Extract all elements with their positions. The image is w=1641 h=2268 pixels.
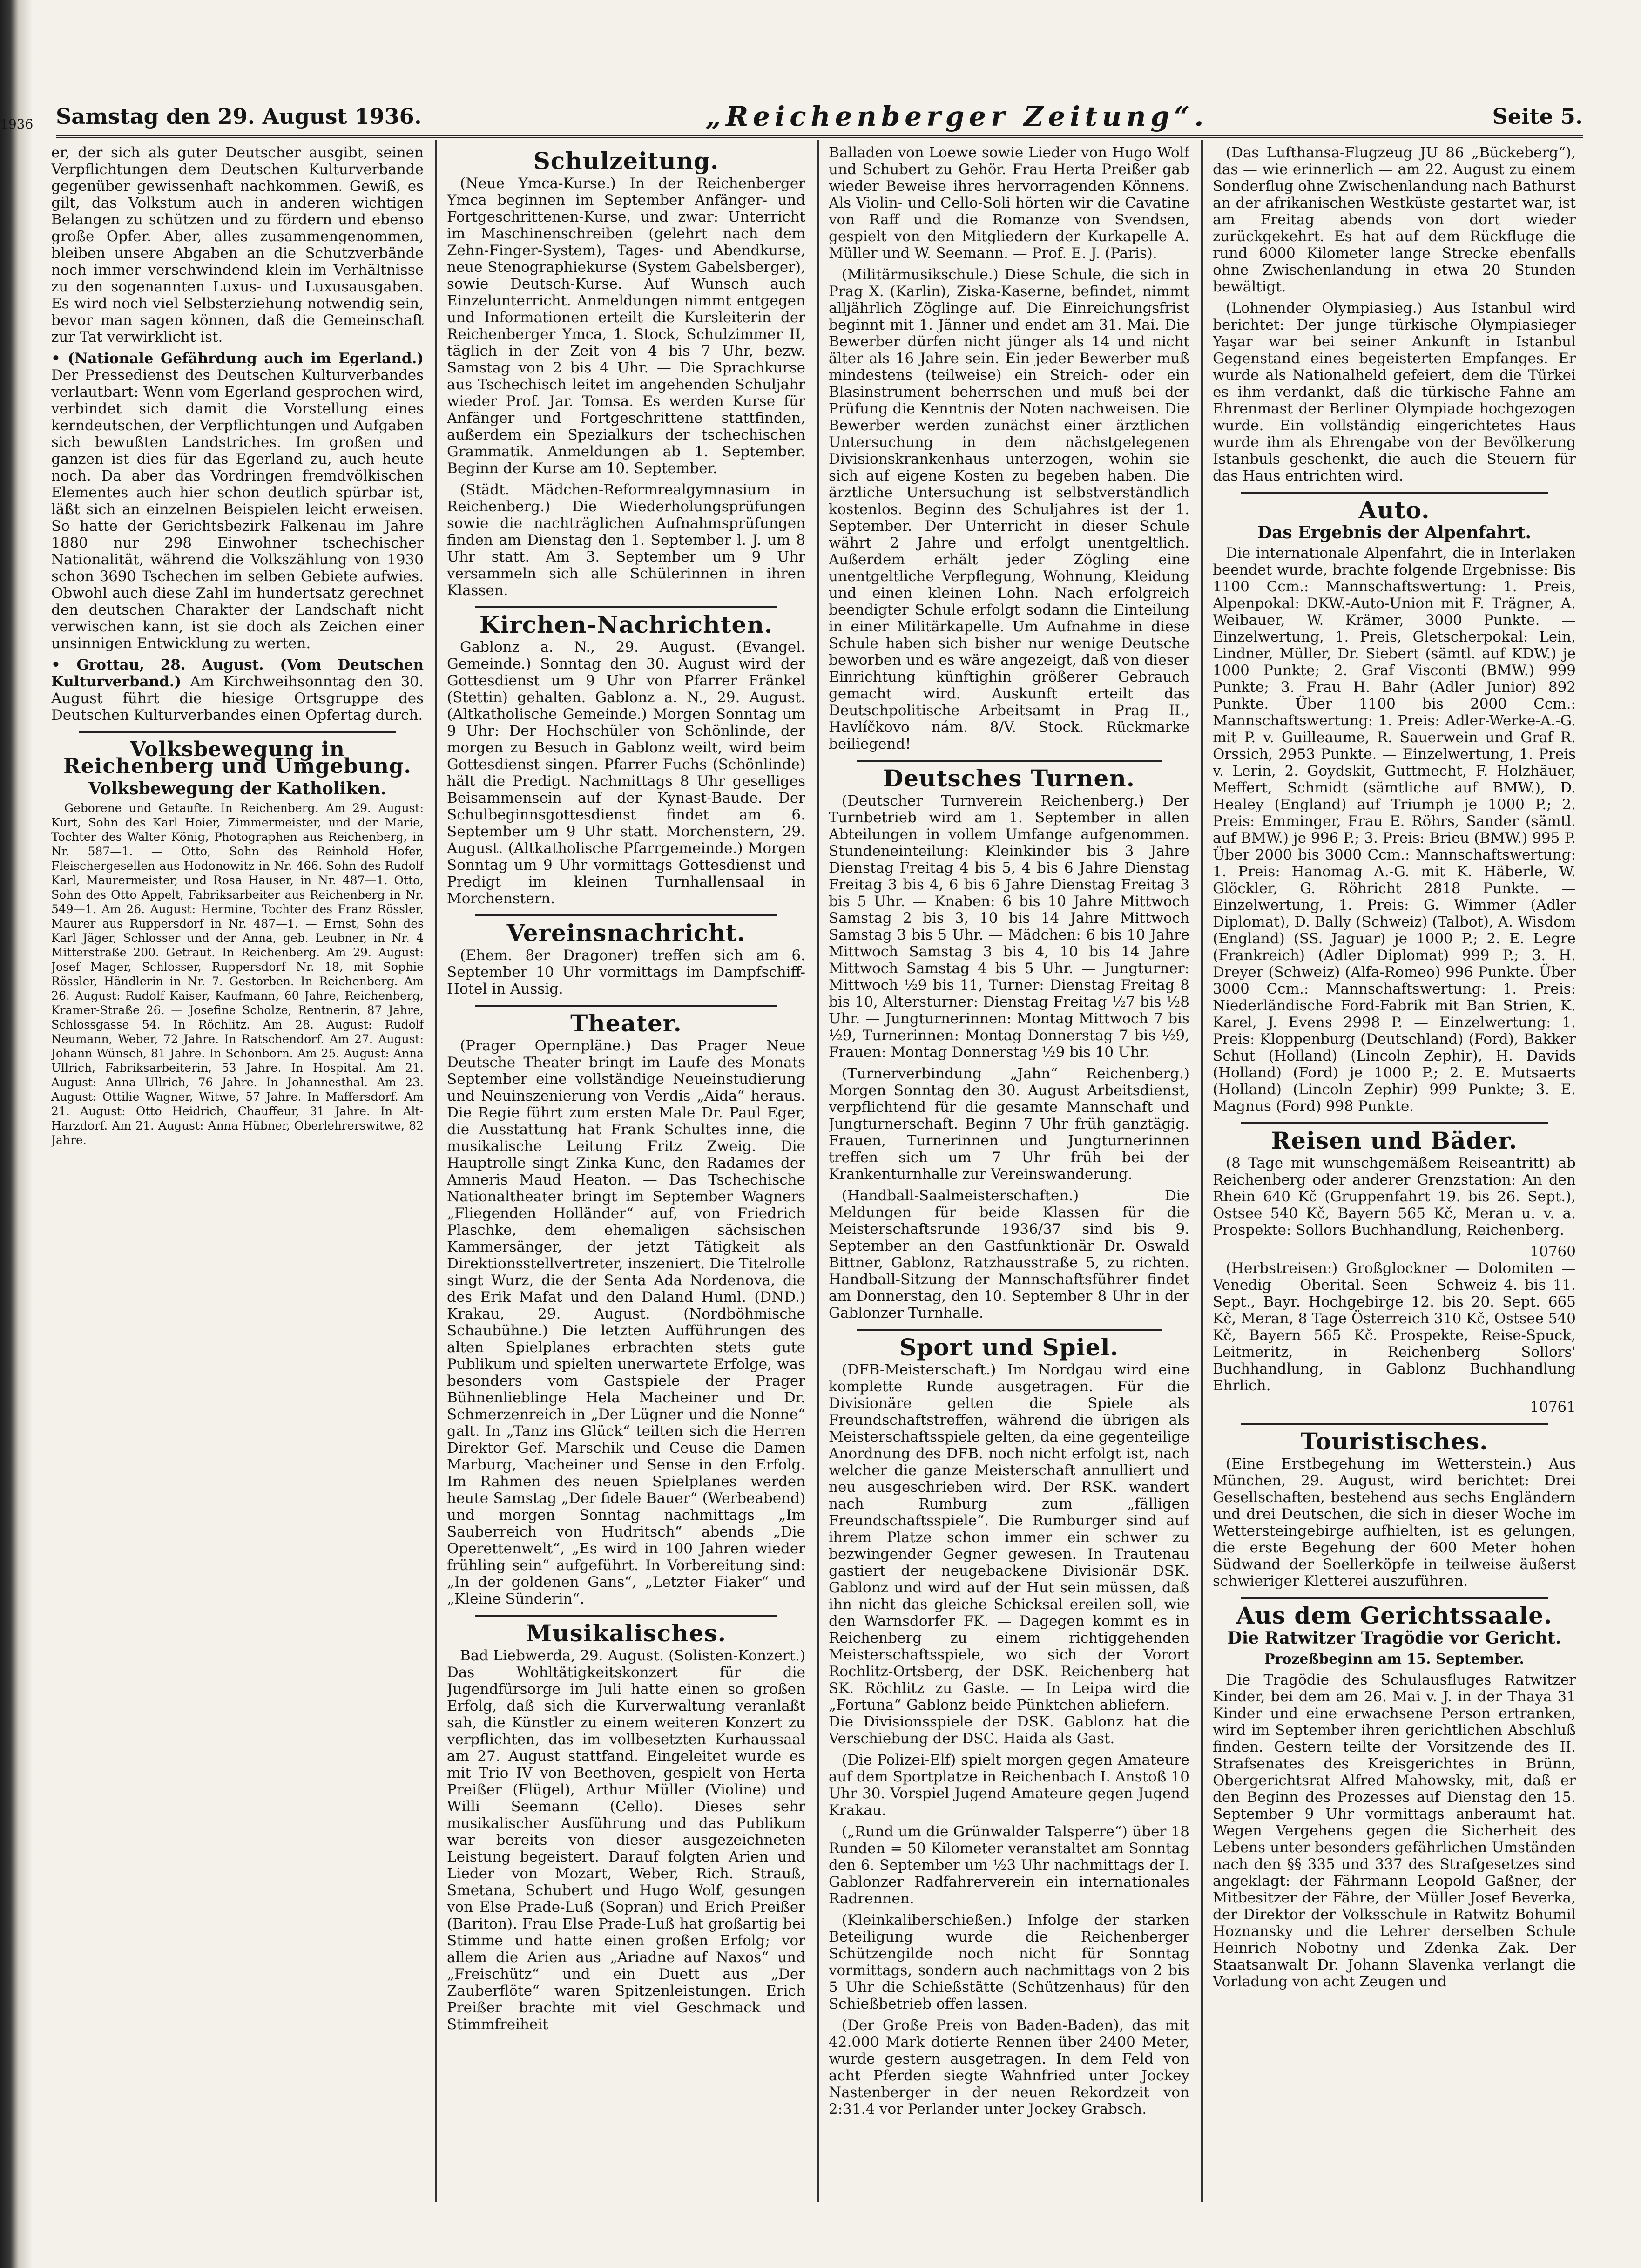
- item-text: Der Pressedienst des Deutschen Kulturverbandes verlautbart: Wenn vom Egerland gesprochen wird, verbindet sich damit die Vorstellung eines kerndeutschen, der Verpflichtungen und Aufgaben sich bewußten Landstriches. Im großen und ganzen ist dies für das Egerland zu, auch heute noch. Da aber das Vordringen fremdvölkischen Elementes auch hier schon deutlich spürbar ist, läßt sich an einzelnen Beispielen leicht erweisen. So hatte der Gerichtsbezirk Falkenau im Jahre 1880 nur 298 Einwohner tschechischer Nationalität, während die Volkszählung von 1930 schon 3690 Tschechen im selben Gebiete aufwies. Obwohl auch diese Zahl im hundertsatz gerechnet den deutschen Charakter der Landschaft nicht verwischen kann, ist sie doch als Zeichen einer unsinnigen Entwicklung zu werten.: [51, 367, 424, 652]
- item-title: • (Nationale Gefährdung auch im Egerland.): [51, 350, 424, 367]
- section-heading: Musikalisches.: [526, 1619, 727, 1647]
- article-text: (8 Tage mit wunschgemäßem Reiseantritt) ab Reichenberg oder anderer Grenzstation: An den Rhein 640 Kč (Gruppenfahrt 19. bis 26. Sept.), Ostsee 540 Kč, Bayern 565 Kč, Meran u. v. a. Prospekte: Sollors Buchhandlung, Reichenberg.: [1213, 1155, 1576, 1239]
- kulturverband-intro: er, der sich als guter Deutscher ausgibt, seinen Verpflichtungen dem Deutschen Kulturverbande gegenüber gewissenhaft nachkommen. Gewiß, es gilt, das Volkstum auch in anderen wichtigen Belangen zu schützen und zu fördern und ebenso große Opfer. Aber, alles zusammengenommen, bleiben unsere Abgaben an die Schutzverbände noch immer verschwindend klein im Verhältnisse zu den sogenannten Luxus- und Luxusausgaben. Es wird noch viel Selbsterziehung notwendig sein, bevor man sagen können, daß die Gemeinschaft zur Tat verwirklicht ist.: [51, 144, 424, 345]
- section-heading: Touristisches.: [1300, 1428, 1488, 1455]
- divider: [475, 914, 777, 916]
- article-text: Gablonz a. N., 29. August. (Evangel. Gemeinde.) Sonntag den 30. August wird der Gottesdienst um 9 Uhr von Pfarrer Fränkel (Stettin) gehalten. Gablonz a. N., 29. August. (Altkatholische Gemeinde.) Morgen Sonntag um 9 Uhr: Der Hochschüler von Schönlinde, der morgen zu Besuch in Gablonz weilt, wird beim Gottesdienst singen. Pfarrer Fuchs (Schönlinde) hält die Predigt. Nachmittags 8 Uhr geselliges Beisammensein auf der Kynast-Baude. Der Schulbeginnsgottesdienst findet am 6. September um 9 Uhr statt. Morchenstern, 29. August. (Altkatholische Pfarrgemeinde.) Morgen Sonntag um 9 Uhr vormittags Gottesdienst und Predigt im kleinen Turnhallensaal in Morchenstern.: [447, 639, 805, 907]
- section-subheading: Das Ergebnis der Alpenfahrt.: [1257, 523, 1532, 542]
- section-subheading: Die Ratwitzer Tragödie vor Gericht.: [1227, 1628, 1561, 1648]
- article-text: (Die Polizei-Elf) spielt morgen gegen Amateure auf dem Sportplatze in Reichenbach I. Anstoß 10 Uhr 30. Vorspiel Jugend Amateure gegen Jugend Krakau.: [829, 1752, 1189, 1819]
- margin-year: 1936: [0, 116, 34, 132]
- column-3: [829, 144, 1189, 2203]
- article-text: (Herbstreisen:) Großglockner — Dolomiten — Venedig — Oberital. Seen — Schweiz 4. bis 11. Sept., Bayr. Hochgebirge 12. bis 20. Sept. 665 Kč, Meran, 8 Tage Österreich 310 Kč, Ostsee 540 Kč, Bayern 565 Kč. Prospekte, Reise-Spuck, Leitmeritz, in Reichenberg Sollors' Buchhandlung, in Gablonz Buchhandlung Ehrlich.: [1213, 1260, 1576, 1394]
- section-heading: Sport und Spiel.: [899, 1334, 1119, 1361]
- article-text: (DFB-Meisterschaft.) Im Nordgau wird eine komplette Runde ausgetragen. Für die Divisionäre gelten die Spiele als Freundschaftstreffen, während die übrigen als Meisterschaftsspiele gelten, da eine gegenteilige Anordnung des DFB. noch nicht erfolgt ist, nach welcher die ganze Meisterschaft annulliert und neu ausgeschrieben wird. Der RSK. wandert nach Rumburg zum „fälligen Freundschaftsspiele“. Die Rumburger sind auf ihrem Platze schon immer ein schwer zu bezwingender Gegner gewesen. In Trautenau gastiert der neugebackene Divisionär DSK. Gablonz und wird auf der Hut sein müssen, daß ihn nicht das gleiche Schicksal ereilen soll, wie den Warnsdorfer FK. — Dagegen kommt es in Reichenberg zu einem richtiggehenden Meisterschaftsspiele, wo sich der Vorort Rochlitz-Ortsberg, der DSK. Reichenberg hat SK. Röchlitz zu Gaste. — In Leipa wird die „Fortuna“ Gablonz beide Pünktchen abliefern. — Die Divisionsspiele der DSK. Gablonz hat die Verschiebung der DSC. Haida als Gast.: [829, 1361, 1189, 1747]
- article-text: Die Tragödie des Schulausfluges Ratwitzer Kinder, bei dem am 26. Mai v. J. in der Thaya 31 Kinder und eine erwachsene Person ertranken, wird im September ihren gerichtlichen Abschluß finden. Gestern teilte der Vorsitzende des II. Strafsenates des Kreisgerichtes in Brünn, Obergerichtsrat Alfred Mahowsky, mit, daß er den Beginn des Prozesses auf Dienstag den 15. September 9 Uhr vormittags anberaumt hat. Wegen Vergehens gegen die Sicherheit des Lebens unter besonders gefährlichen Umständen nach den §§ 335 und 337 des Strafgesetzes sind angeklagt: der Fährmann Leopold Gaßner, der Mitbesitzer der Fähre, der Müller Josef Beverka, der Direktor der Volksschule in Ratwitz Bohumil Hoznansky und die Lehrer derselben Schule Heinrich Nobotny und Zdenka Zak. Der Staatsanwalt Dr. Johann Slavenka verlangt die Vorladung von acht Zeugen und: [1213, 1672, 1576, 1990]
- column-rule: [1201, 140, 1203, 2202]
- section-heading: Theater.: [570, 1009, 682, 1037]
- article-text: (Der Große Preis von Baden-Baden), das mit 42.000 Mark dotierte Rennen über 2400 Meter, wurde gestern ausgetragen. In dem Feld von acht Pferden siegte Wahnfried unter Jockey Nastenberger in der neuen Rekordzeit von 2:31.4 vor Perlander unter Jockey Grabsch.: [829, 2017, 1189, 2118]
- section-heading: Auto.: [1358, 496, 1430, 524]
- divider: [475, 606, 777, 608]
- article-text: (Deutscher Turnverein Reichenberg.) Der Turnbetrieb wird am 1. September in allen Abteilungen in vollem Umfange aufgenommen. Stundeneinteilung: Kleinkinder bis 3 Jahre Dienstag Freitag 4 bis 5, 4 bis 6 Jahre Dienstag Freitag 3 bis 4, 6 bis 6 Jahre Dienstag Freitag 3 bis 5 Uhr. — Knaben: 6 bis 10 Jahre Mittwoch Samstag 2 bis 3, 10 bis 14 Jahre Mittwoch Samstag 3 bis 5 Uhr. — Mädchen: 6 bis 10 Jahre Mittwoch Samstag 3 bis 4, 10 bis 14 Jahre Mittwoch Samstag 4 bis 5 Uhr. — Jungturner: Mittwoch ½9 bis 11, Turner: Dienstag Freitag 8 bis 10, Altersturner: Dienstag Freitag ½7 bis ½8 Uhr. — Jungturnerinnen: Montag Mittwoch 7 bis ½9, Turnerinnen: Montag Donnerstag 7 bis ½9, Frauen: Montag Donnerstag ½9 bis 10 Uhr.: [829, 792, 1189, 1061]
- divider: [1241, 1423, 1548, 1425]
- vital-records: Geborene und Getaufte. In Reichenberg. Am 29. August: Kurt, Sohn des Karl Hoier, Zimmermeister, und der Marie, Tochter des Walter König, Photographen aus Reichenberg, in Nr. 587—1. — Otto, Sohn des Reinhold Hofer, Fleischergesellen aus Hodonowitz in Nr. 466. Sohn des Rudolf Karl, Maurermeister, und Rosa Hauser, in Nr. 487—1. Otto, Sohn des Otto Appelt, Fabriksarbeiter aus Reichenberg in Nr. 549—1. Am 26. August: Hermine, Tochter des Franz Rössler, Maurer aus Ruppersdorf in Nr. 487—1. — Ernst, Sohn des Karl Jäger, Schlosser und der Anna, geb. Leubner, in Nr. 4 Mitterstraße 200. Getraut. In Reichenberg. Am 29. August: Josef Mager, Schlosser, Ruppersdorf Nr. 18, mit Sophie Rössler, Händlerin in Nr. 7. Gestorben. In Reichenberg. Am 26. August: Rudolf Kaiser, Kaufmann, 60 Jahre, Reichenberg, Kramer-Straße 26. — Josefine Scholze, Rentnerin, 87 Jahre, Schlossgasse 54. In Röchlitz. Am 28. August: Rudolf Neumann, Weber, 72 Jahre. In Ratschendorf. Am 27. August: Johann Wünsch, 81 Jahre. In Schönborn. Am 25. August: Anna Ullrich, Fabriksarbeiterin, 53 Jahre. In Hospital. Am 21. August: Anna Ullrich, 76 Jahre. In Johannesthal. Am 23. August: Ottilie Wagner, Witwe, 57 Jahre. In Maffersdorf. Am 21. August: Otto Heidrich, Chauffeur, 31 Jahre. In Alt-Harzdorf. Am 21. August: Anna Hübner, Oberlehrerswitwe, 82 Jahre.: [51, 801, 424, 1147]
- section-subheading: Prozeßbeginn am 15. September.: [1264, 1651, 1525, 1667]
- page-number: Seite 5.: [1492, 104, 1583, 129]
- item-title: • Grottau, 28. August. (Vom Deutschen Kulturverband.): [51, 657, 424, 690]
- article-text: Bad Liebwerda, 29. August. (Solisten-Konzert.) Das Wohltätigkeitskonzert für die Jugendfürsorge im Juli hatte einen so großen Erfolg, daß sich die Kurverwaltung veranlaßt sah, die Künstler zu einem weiteren Konzert zu verpflichten, das im vollbesetzten Kurhaussaal am 27. August stattfand. Eingeleitet wurde es mit Trio IV von Beethoven, gespielt von Herta Preißer (Flügel), Arthur Müller (Violine) und Willi Seemann (Cello). Dieses sehr musikalischer Ausführung und das Publikum war bereits von dieser ausgezeichneten Leistung begeistert. Darauf folgten Arien und Lieder von Mozart, Weber, Rich. Strauß, Smetana, Schubert und Hugo Wolf, gesungen von Else Prade-Luß (Sopran) und Erich Preißer (Bariton). Frau Else Prade-Luß hat großartig bei Stimme und hatte einen großen Erfolg; vor allem die Arien aus „Ariadne auf Naxos“ und „Freischütz“ und ein Duett aus „Der Zauberflöte“ waren Spitzenleistungen. Erich Preißer brachte mit viel Geschmack und Stimmfreiheit: [447, 1647, 805, 2033]
- section-heading: Vereinsnachricht.: [506, 919, 746, 947]
- article-text: (Neue Ymca-Kurse.) In der Reichenberger Ymca beginnen im September Anfänger- und Fortgeschrittenen-Kurse, und zwar: Unterricht im Maschinenschreiben (gelehrt nach dem Zehn-Finger-System), Tages- und Abendkurse, neue Stenographiekurse (System Gabelsberger), sowie Deutsch-Kurse. Auf Wunsch auch Einzelunterricht. Anmeldungen nimmt entgegen und Informationen erteilt die Kursleiterin der Reichenberger Ymca, 1. Stock, Schulzimmer II, täglich in der Zeit von 4 bis 7 Uhr, bezw. Samstag von 2 bis 4 Uhr. — Die Sprachkurse aus Tschechisch leitet im angehenden Schuljahr wieder Prof. Jar. Tomsa. Es werden Kurse für Anfänger und Fortgeschrittene stattfinden, außerdem ein Spezialkurs der tschechischen Grammatik. Anmeldungen ab 1. September. Beginn der Kurse am 10. September.: [447, 175, 805, 477]
- divider: [1241, 492, 1548, 494]
- article-text: (Militärmusikschule.) Diese Schule, die sich in Prag X. (Karlin), Ziska-Kaserne, befindet, nimmt alljährlich Zöglinge auf. Die Einreichungsfrist beginnt mit 1. Jänner und endet am 31. Mai. Die Bewerber dürfen nicht jünger als 14 und nicht älter als 16 Jahre sein. Ein jeder Bewerber muß mindestens (teilweise) ein Streich- oder ein Blasinstrument beherrschen und muß bei der Prüfung die Kenntnis der Noten nachweisen. Die Bewerber werden zunächst einer ärztlichen Untersuchung in dem nächstgelegenen Divisionskrankenhaus unterzogen, wohin sie sich auf eigene Kosten zu begeben haben. Die ärztliche Untersuchung ist selbstverständlich kostenlos. Beginn des Schuljahres ist der 1. September. Der Unterricht in dieser Schule währt 2 Jahre und erfolgt unentgeltlich. Außerdem erhält jeder Zögling eine unentgeltliche Verpflegung, Wohnung, Kleidung und einen kleinen Lohn. Nach erfolgreich beendigter Schule erfolgt sodann die Einteilung in einer Militärkapelle. Um Aufnahme in diese Schule haben sich bisher nur wenige Deutsche beworben und es wäre angezeigt, daß von dieser Einrichtung künftighin größerer Gebrauch gemacht wird. Auskunft erteilt das Deutschpolitische Arbeitsamt in Prag II., Havlíčkovo nám. 8/V. Stock. Rückmarke beiliegend!: [829, 266, 1189, 752]
- divider: [1241, 1597, 1548, 1599]
- section-heading: Kirchen-Nachrichten.: [479, 611, 773, 638]
- divider: [79, 731, 396, 733]
- article-text: (Handball-Saalmeisterschaften.) Die Meldungen für beide Klassen für die Meisterschaftsrunde 1936/37 sind bis 9. September an den Gastfunktionär Dr. Oswald Bittner, Gablonz, Ratzhausstraße 5, zu richten. Handball-Sitzung der Mannschaftsführer findet am Donnerstag, den 10. September 8 Uhr in der Gablonzer Turnhalle.: [829, 1187, 1189, 1321]
- item-text: Am Kirchweihsonntag den 30. August führt die hiesige Ortsgruppe des Deutschen Kulturverbandes einen Opfertag durch.: [51, 673, 424, 724]
- column-rule: [817, 140, 819, 2202]
- article-text: (Eine Erstbegehung im Wetterstein.) Aus München, 29. August, wird berichtet: Drei Gesellschaften, bestehend aus sechs Engländern und drei Deutschen, die sich in dieser Woche im Wettersteingebirge aufhielten, ist es gelungen, die erste Begehung der 600 Meter hohen Südwand der Soellerköpfe in teilweise äußerst schwieriger Kletterei auszuführen.: [1213, 1456, 1576, 1590]
- divider: [857, 760, 1162, 762]
- article-text: (Prager Opernpläne.) Das Prager Neue Deutsche Theater bringt im Laufe des Monats September eine vollständige Neueinstudierung und Neuinszenierung von Verdis „Aida“ heraus. Die Regie führt zum ersten Male Dr. Paul Eger, die Ausstattung hat Frank Schultes inne, die musikalische Leitung Fritz Zweig. Die Hauptrolle singt Zinka Kunc, den Radames der Amneris Maud Heaton. — Das Tschechische Nationaltheater bringt im September Wagners „Fliegenden Holländer“ auf, von Friedrich Plaschke, dem ehemaligen sächsischen Kammersänger, der jetzt Tätigkeit als Direktionsstellvertreter, inszeniert. Die Titelrolle singt Wurz, die der Senta Ada Nordenova, die des Erik Mafat und den Daland Huml. (DND.) Krakau, 29. August. (Nordböhmische Schaubühne.) Die letzten Aufführungen des alten Spielplanes erbrachten stets gute Publikum und spielten unerwartete Erfolge, was besonders vom Gastspiele der Prager Bühnenlieblinge Hela Macheiner und Dr. Schmerzenreich in „Der Lügner und die Nonne“ galt. In „Tanz ins Glück“ teilten sich die Herren Direktor Gef. Marschik und Ceuse die Damen Marburg, Macheiner und Sense in den Erfolg. Im Rahmen des neuen Spielplanes werden heute Samstag „Der fidele Bauer“ (Werbeabend) und morgen Sonntag nachmittags „Im Sauberreich von Hudritsch“ abends „Die Operettenwelt“, „Es wird in 100 Jahren wieder frühling sein“ aufgeführt. In Vorbereitung sind: „In der goldenen Gans“, „Letzter Fiaker“ und „Kleine Sünderin“.: [447, 1037, 805, 1607]
- masthead: [56, 100, 1583, 138]
- article-text: (Turnerverbindung „Jahn“ Reichenberg.) Morgen Sonntag den 30. August Arbeitsdienst, verpflichtend für die gesamte Mannschaft und Jungturnerschaft. Beginn 7 Uhr früh ganztägig. Frauen, Turnerinnen und Jungturnerinnen treffen sich um 7 Uhr früh bei der Krankenturnhalle zur Vereinswanderung.: [829, 1065, 1189, 1183]
- article-text: Die internationale Alpenfahrt, die in Interlaken beendet wurde, brachte folgende Ergebnisse: Bis 1100 Ccm.: Mannschaftswertung: 1. Preis, Alpenpokal: DKW.-Auto-Union mit F. Trägner, A. Weibauer, W. Krämer, 3000 Punkte. — Einzelwertung, 1. Preis, Gletscherpokal: Lein, Lindner, Müller, Dr. Siebert (sämtl. auf KDW.) je 1000 Punkte; 2. Graf Visconti (BMW.) 999 Punkte; 3. Frau H. Bahr (Adler Junior) 892 Punkte. Über 1100 bis 2000 Ccm.: Mannschaftswertung: 1. Preis: Adler-Werke-A.-G. mit P. v. Guilleaume, R. Sauerwein und Graf R. Orssich, 2953 Punkte. — Einzelwertung, 1. Preis v. Lerin, 2. Goydskit, Guttmecht, F. Holzhäuer, Meffert, Schmidt (sämtliche auf BMW.), D. Healey (England) auf Triumph je 1000 P.; 2. Preis: Emminger, Frau E. Röhrs, Sander (sämtl. auf BMW.) je 996 P.; 3. Preis: Brieu (BMW.) 995 P. Über 2000 bis 3000 Ccm.: Mannschaftswertung: 1. Preis: Hanomag A.-G. mit K. Häberle, W. Glöckler, G. Röhricht 2818 Punkte. — Einzelwertung, 1. Preis: G. Wimmer (Adler Diplomat), D. Bally (Schweiz) (Talbot), A. Wisdom (England) (SS. Jaguar) je 1000 P.; 2. E. Legre (Frankreich) (Adler Diplomat) 999 P.; 3. H. Dreyer (Schweiz) (Alfa-Romeo) 996 Punkte. Über 3000 Ccm.: Mannschaftswertung: 1. Preis: Niederländische Ford-Fabrik mit Ban Strien, K. Karel, J. Evens 2998 P. — Einzelwertung: 1. Preis: Kloppenburg (Deutschland) (Ford), Bakker Schut (Holland) (Lincoln Zephir), H. Davids (Holland) (Ford) je 1000 P.; 2. E. Mutsaerts (Holland) (Lincoln Zephir) 999 Punkte; 3. E. Magnus (Ford) 998 Punkte.: [1213, 545, 1576, 1115]
- section-heading: Volksbewegung in Reichenberg und Umgebung.: [63, 738, 412, 778]
- article-text: (Das Lufthansa-Flugzeug JU 86 „Bückeberg“), das — wie erinnerlich — am 22. August zu einem Sonderflug ohne Zwischenlandung nach Bathurst an der afrikanischen Westküste gestartet war, ist am Freitag abends von dort wieder zurückgekehrt. Es hat auf dem Rückfluge die rund 6000 Kilometer lange Strecke ebenfalls ohne Zwischenlandung in etwa 20 Stunden bewältigt.: [1213, 144, 1576, 295]
- column-1: [51, 144, 424, 2203]
- divider: [1241, 1122, 1548, 1124]
- section-subheading: Volksbewegung der Katholiken.: [88, 779, 386, 799]
- binding-edge: [0, 0, 33, 2268]
- section-heading: Reisen und Bäder.: [1271, 1127, 1518, 1154]
- section-heading: Aus dem Gerichtssaale.: [1236, 1602, 1553, 1629]
- article-text: (Ehem. 8er Dragoner) treffen sich am 6. September 10 Uhr vormittags im Dampfschiff-Hotel in Aussig.: [447, 947, 805, 997]
- column-rule: [435, 140, 437, 2202]
- divider: [475, 1615, 777, 1617]
- ad-number: 10760: [1530, 1243, 1576, 1260]
- article-text: Balladen von Loewe sowie Lieder von Hugo Wolf und Schubert zu Gehör. Frau Herta Preißer gab wieder Beweise ihres hervorragenden Könnens. Als Violin- und Cello-Soli hörten wir die Cavatine von Raff und die Romanze von Svendsen, gespielt von den Mitgliedern der Kurkapelle A. Müller und W. Seemann. — Prof. E. J. (Paris).: [829, 144, 1189, 262]
- ad-number: 10761: [1530, 1399, 1576, 1415]
- column-2: [447, 144, 805, 2203]
- divider: [475, 1005, 777, 1007]
- article-text: (Städt. Mädchen-Reformrealgymnasium in Reichenberg.) Die Wiederholungsprüfungen sowie die nachträglichen Aufnahmsprüfungen finden am Dienstag den 1. September l. J. um 8 Uhr statt. Am 3. September um 9 Uhr versammeln sich alle Schülerinnen in ihren Klassen.: [447, 481, 805, 599]
- issue-date: Samstag den 29. August 1936.: [56, 104, 422, 129]
- article-text: (Lohnender Olympiasieg.) Aus Istanbul wird berichtet: Der junge türkische Olympiasieger Yaşar war bei seiner Ankunft in Istanbul Gegenstand eines begeisterten Empfanges. Er wurde als Nationalheld gefeiert, dem die Türkei es ihm verdankt, daß die türkische Fahne am Ehrenmast der Berliner Olympiade hochgezogen wurde. Ein vollständig eingerichtetes Haus wurde ihm als Ehrengabe von der Bevölkerung Istanbuls geschenkt, die auch die Steuern für das Haus entrichten wird.: [1213, 300, 1576, 484]
- section-heading: Deutsches Turnen.: [883, 765, 1135, 792]
- column-4: [1213, 144, 1576, 2203]
- paper-name: „Reichenberger Zeitung“.: [705, 101, 1209, 132]
- section-heading: Schulzeitung.: [533, 147, 719, 175]
- divider: [857, 1329, 1162, 1331]
- article-text: (Kleinkaliberschießen.) Infolge der starken Beteiligung wurde die Reichenberger Schützengilde noch nicht für Sonntag vormittags, sondern auch nachmittags von 2 bis 5 Uhr die Schießstätte (Schützenhaus) für den Schießbetrieb offen lassen.: [829, 1912, 1189, 2012]
- article-text: („Rund um die Grünwalder Talsperre“) über 18 Runden = 50 Kilometer veranstaltet am Sonntag den 6. September um ½3 Uhr nachmittags der I. Gablonzer Radfahrerverein ein internationales Radrennen.: [829, 1823, 1189, 1907]
